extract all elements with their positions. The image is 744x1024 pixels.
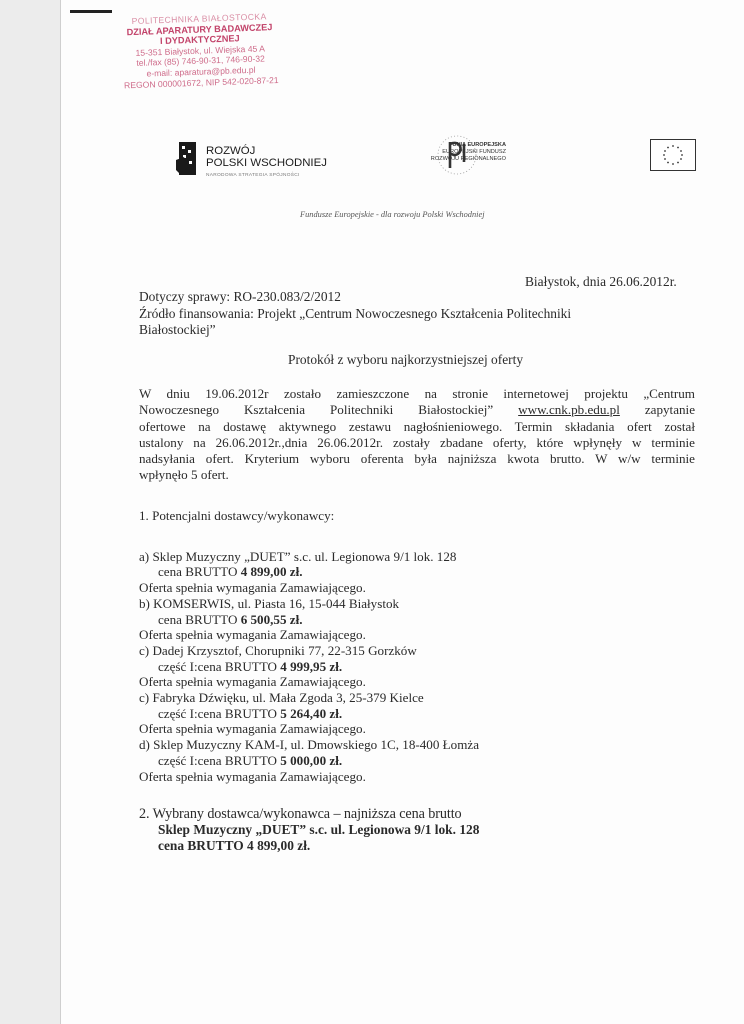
eu-flag-icon <box>650 139 696 171</box>
price-line <box>139 612 479 628</box>
paragraph-line: nadsyłania ofert. Kryterium wyboru oferenta była najniższa kwota brutto. W w/w terminie <box>139 451 695 467</box>
price-label: cena BRUTTO <box>158 564 238 580</box>
stamp-line: DZIAŁ APARATURY BADAWCZEJ <box>126 21 273 37</box>
price-value: 5 264,40 zł. <box>280 705 343 721</box>
price-value: 4 999,95 zł. <box>280 658 343 674</box>
paragraph-line: ofertowe na dostawę aktywnego zestawu nagłośnieniowego. Termin składania ofert został <box>139 418 695 434</box>
price-line <box>139 564 479 580</box>
ue-line: UNIA EUROPEJSKA <box>452 142 506 148</box>
offer-note: Oferta spełnia wymagania Zamawiającego. <box>139 627 366 643</box>
supplier-line: b) KOMSERWIS, ul. Piasta 16, 15-044 Białystok <box>139 595 400 611</box>
price-value: 4 899,00 zł. <box>240 564 303 580</box>
ue-line: ROZWOJU REGIONALNEGO <box>430 156 506 163</box>
price-line <box>139 706 479 722</box>
paragraph-line: W dniu 19.06.2012r zostało zamieszczone na stronie internetowej projektu „Centrum <box>139 386 695 401</box>
place-and-date: Białystok, dnia 26.06.2012r. <box>525 274 677 289</box>
offer-note: Oferta spełnia wymagania Zamawiającego. <box>139 674 366 690</box>
offer-item <box>139 690 479 737</box>
offer-item <box>139 643 479 690</box>
rpw-line: POLSKI WSCHODNIEJ <box>206 157 327 169</box>
price-line <box>139 753 479 769</box>
program-motto: Fundusze Europejskie - dla rozwoju Polski Wschodniej <box>300 210 485 219</box>
paragraph-line <box>139 402 695 418</box>
supplier-line: a) Sklep Muzyczny „DUET” s.c. ul. Legionowa 9/1 lok. 128 <box>139 548 457 564</box>
selected-price <box>139 838 479 854</box>
price-line <box>139 659 479 675</box>
funding-source-line: Białostockiej” <box>139 322 216 337</box>
project-website-link[interactable]: www.cnk.pb.edu.pl <box>518 402 620 418</box>
paragraph-line: wpłynęło 5 ofert. <box>139 467 229 483</box>
paragraph-line: ustalony na 26.06.2012r.,dnia 26.06.2012r. zostały zbadane oferty, które wpłynęły w terminie <box>139 434 695 450</box>
offer-item <box>139 549 479 596</box>
price-label: część I:cena BRUTTO <box>158 705 278 721</box>
paragraph-text: Nowoczesnego Kształcenia Politechniki Białostockiej” <box>139 402 494 418</box>
selected-supplier-section <box>139 806 479 854</box>
selected-supplier: Sklep Muzyczny „DUET” s.c. ul. Legionowa 9/1 lok. 128 <box>158 822 480 837</box>
stamp-line: POLITECHNIKA BIAŁOSTOCKA <box>131 11 267 27</box>
rpw-line: ROZWÓJ <box>206 145 256 157</box>
case-reference <box>139 289 571 339</box>
offer-item <box>139 737 479 784</box>
offers-list <box>139 508 479 784</box>
section-title: 1. Potencjalni dostawcy/wykonawcy: <box>139 508 335 523</box>
stamp-line: e-mail: aparatura@pb.edu.pl <box>146 64 256 79</box>
price-label: część I:cena BRUTTO <box>158 658 278 674</box>
price-label: cena BRUTTO <box>158 838 244 853</box>
paragraph-text: zapytanie <box>644 402 696 418</box>
price-value: 4 899,00 zł. <box>247 838 311 853</box>
offer-item <box>139 596 479 643</box>
rpw-emblem-icon <box>176 140 198 176</box>
offer-note: Oferta spełnia wymagania Zamawiającego. <box>139 768 366 784</box>
offer-note: Oferta spełnia wymagania Zamawiającego. <box>139 721 366 737</box>
section-title: 2. Wybrany dostawca/wykonawca – najniższa cena brutto <box>139 806 462 822</box>
supplier-line: c) Fabryka Dźwięku, ul. Mała Zgoda 3, 25-379 Kielce <box>139 690 424 706</box>
price-label: część I:cena BRUTTO <box>158 752 278 768</box>
case-label: Dotyczy sprawy: RO-230.083/2/2012 <box>139 289 341 304</box>
stamp-line: tel./fax (85) 746-90-31, 746-90-32 <box>136 53 265 69</box>
supplier-line: c) Dadej Krzysztof, Chorupniki 77, 22-315 Gorzków <box>139 642 417 658</box>
price-label: cena BRUTTO <box>158 611 238 627</box>
price-value: 5 000,00 zł. <box>280 752 343 768</box>
funding-source-line: Źródło finansowania: Projekt „Centrum Nowoczesnego Kształcenia Politechniki <box>139 305 572 321</box>
department-stamp <box>104 10 296 91</box>
rpw-subtitle: NARODOWA STRATEGIA SPÓJNOŚCI <box>206 173 300 178</box>
stamp-line: 15-351 Białystok, ul. Wiejska 45 A <box>135 43 266 58</box>
offer-note: Oferta spełnia wymagania Zamawiającego. <box>139 580 366 596</box>
supplier-line: d) Sklep Muzyczny KAM-I, ul. Dmowskiego 1C, 18-400 Łomża <box>139 737 480 753</box>
intro-paragraph <box>139 386 695 484</box>
document-title: Protokół z wyboru najkorzystniejszej oferty <box>288 352 524 367</box>
ue-line: EUROPEJSKI FUNDUSZ <box>442 149 506 156</box>
stamp-line: REGON 000001672, NIP 542-020-87-21 <box>123 74 279 90</box>
price-value: 6 500,55 zł. <box>240 611 303 627</box>
scan-mark <box>70 10 112 13</box>
stamp-line: I DYDAKTYCZNEJ <box>159 33 240 47</box>
